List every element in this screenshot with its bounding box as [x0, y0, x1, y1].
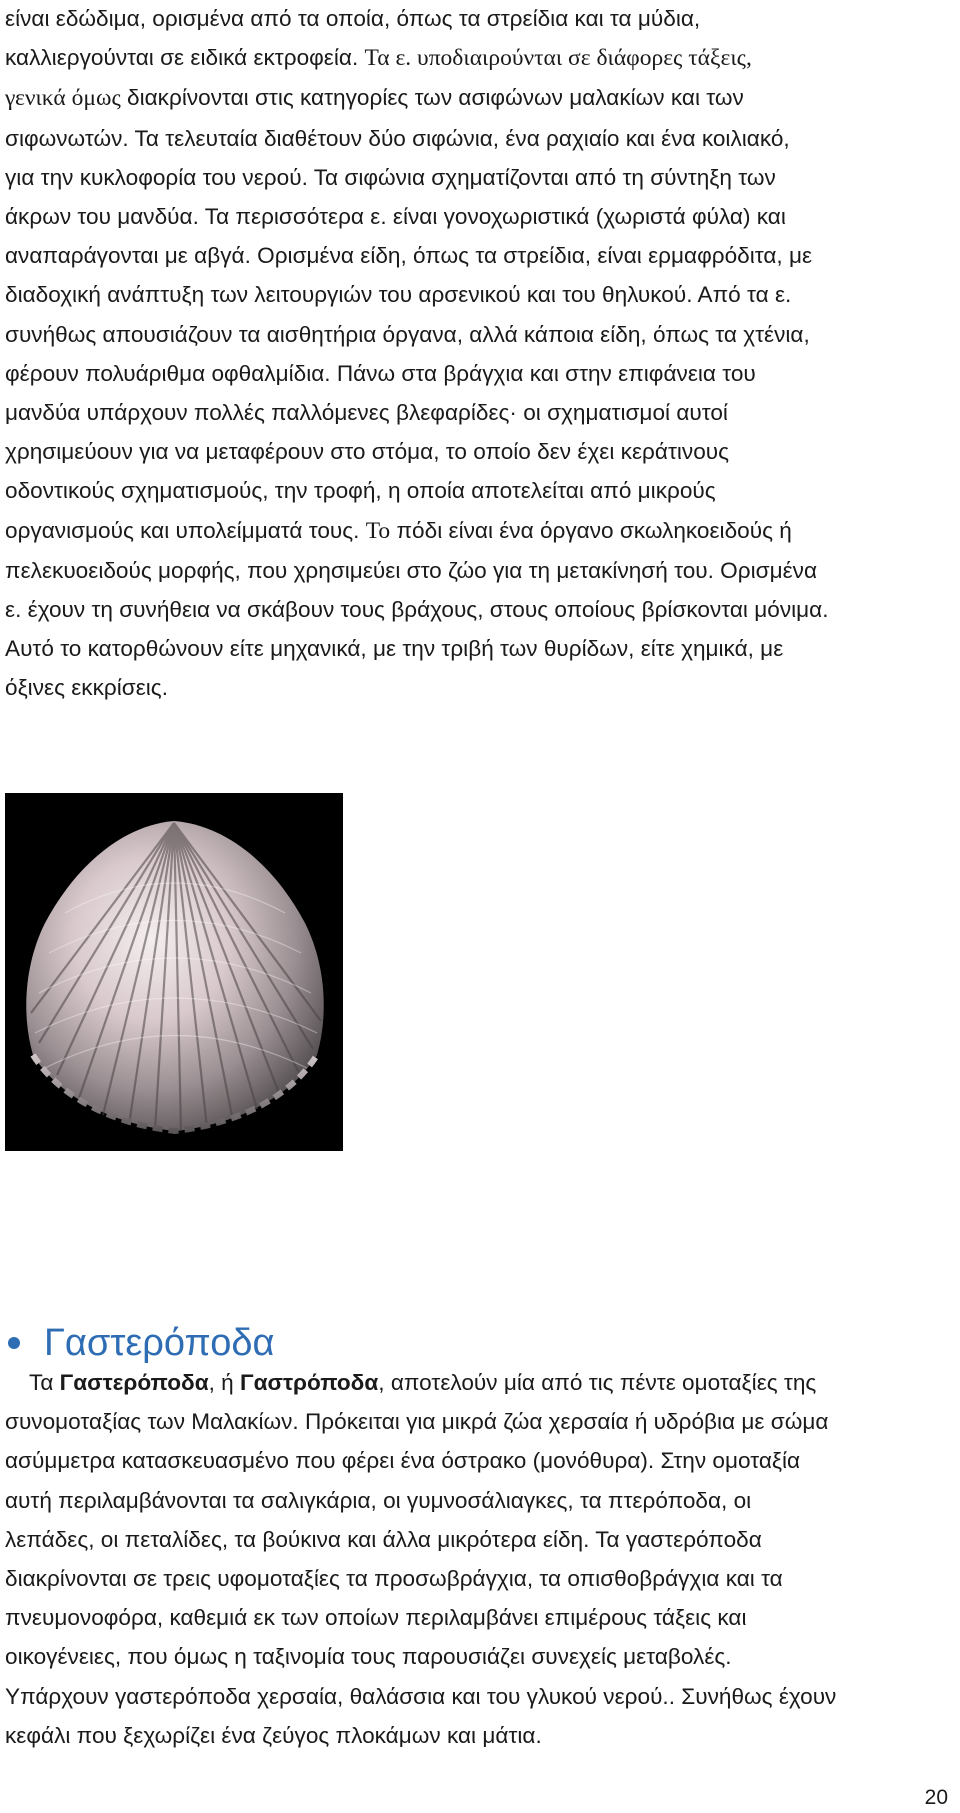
- text-line: είναι εδώδιμα, ορισμένα από τα οποία, όπως τα στρείδια και τα μύδια,: [5, 6, 701, 31]
- text-segment: οργανισμούς και υπολείμματά τους.: [5, 517, 366, 543]
- text-segment: καλλιεργούνται σε ειδικά εκτροφεία.: [5, 45, 365, 71]
- text-segment: Τα: [29, 1370, 60, 1395]
- paragraph-gastropods: [5, 1363, 940, 1755]
- page-number: 20: [924, 1786, 948, 1809]
- text-line: αναπαράγονται με αβγά. Ορισμένα είδη, όπως τα στρείδια, είναι ερμαφρόδιτα, με: [5, 243, 813, 269]
- text-line: [5, 511, 940, 551]
- text-segment: , αποτελούν μία από τις πέντε ομοταξίες της: [378, 1370, 817, 1395]
- text-segment: Τα ε. υποδιαιρούνται σε διάφορες τάξεις,: [364, 45, 752, 72]
- text-line: [5, 1363, 940, 1402]
- text-segment: Το: [365, 517, 391, 544]
- text-segment: γενικά όμως: [5, 85, 121, 112]
- text-line: [5, 78, 940, 118]
- text-line: πνευμονοφόρα, καθεμιά εκ των οποίων περιλαμβάνει επιμέρους τάξεις και: [5, 1605, 747, 1631]
- text-line: κεφάλι που ξεχωρίζει ένα ζεύγος πλοκάμων και μάτια.: [5, 1722, 542, 1748]
- text-line: Αυτό το κατορθώνουν είτε μηχανικά, με την τριβή των θυρίδων, είτε χημικά, με: [5, 636, 784, 662]
- text-line: αυτή περιλαμβάνονται τα σαλιγκάρια, οι γυμνοσάλιαγκες, τα πτερόποδα, οι: [5, 1487, 752, 1513]
- bullet-icon: [8, 1337, 20, 1349]
- text-line: ε. έχουν τη συνήθεια να σκάβουν τους βράχους, στους οποίους βρίσκονται μόνιμα.: [5, 597, 829, 623]
- text-line: ασύμμετρα κατασκευασμένο που φέρει ένα όστρακο (μονόθυρα). Στην ομοταξία: [5, 1448, 801, 1474]
- text-line: οδοντικούς σχηματισμούς, την τροφή, η οποία αποτελείται από μικρούς: [5, 478, 716, 504]
- text-line: για την κυκλοφορία του νερού. Τα σιφώνια σχηματίζονται από τη σύντηξη των: [5, 164, 776, 190]
- text-segment: , ή: [208, 1370, 241, 1395]
- text-line: μανδύα υπάρχουν πολλές παλλόμενες βλεφαρίδες· οι σχηματισμοί αυτοί: [5, 400, 728, 426]
- text-line: [5, 38, 940, 78]
- text-line: διαδοχική ανάπτυξη των λειτουργιών του αρσενικού και του θηλυκού. Από τα ε.: [5, 282, 792, 308]
- text-segment: πόδι είναι ένα όργανο σκωληκοειδούς ή: [390, 517, 792, 543]
- bold-term: Γαστρόποδα: [240, 1370, 379, 1395]
- bold-term: Γαστερόποδα: [59, 1370, 209, 1395]
- seashell-illustration: [5, 793, 343, 1151]
- text-line: συνήθως απουσιάζουν τα αισθητήρια όργανα, αλλά κάποια είδη, όπως τα χτένια,: [5, 321, 810, 347]
- text-line: οικογένειες, που όμως η ταξινομία τους παρουσιάζει συνεχείς μεταβολές.: [5, 1644, 732, 1670]
- section-heading: [8, 1318, 274, 1368]
- text-line: φέρουν πολυάριθμα οφθαλμίδια. Πάνω στα βράγχια και στην επιφάνεια του: [5, 360, 756, 386]
- section-title: Γαστερόποδα: [44, 1322, 275, 1364]
- text-line: πελεκυοειδούς μορφής, που χρησιμεύει στο ζώο για τη μετακίνησή του. Ορισμένα: [5, 557, 818, 583]
- text-line: σιφωνωτών. Τα τελευταία διαθέτουν δύο σιφώνια, ένα ραχιαίο και ένα κοιλιακό,: [5, 125, 790, 151]
- text-line: διακρίνονται σε τρεις υφομοταξίες τα προσωβράγχια, τα οπισθοβράγχια και τα: [5, 1566, 783, 1592]
- paragraph-bivalves: [5, 0, 940, 708]
- text-line: όξινες εκκρίσεις.: [5, 675, 168, 701]
- text-line: λεπάδες, οι πεταλίδες, τα βούκινα και άλλα μικρότερα είδη. Τα γαστερόποδα: [5, 1526, 762, 1552]
- text-line: Υπάρχουν γαστερόποδα χερσαία, θαλάσσια και του γλυκού νερού.. Συνήθως έχουν: [5, 1683, 837, 1709]
- text-line: χρησιμεύουν για να μεταφέρουν στο στόμα, το οποίο δεν έχει κεράτινους: [5, 439, 730, 465]
- text-line: συνομοταξίας των Μαλακίων. Πρόκειται για μικρά ζώα χερσαία ή υδρόβια με σώμα: [5, 1409, 829, 1435]
- text-segment: διακρίνονται στις κατηγορίες των ασιφώνων μαλακίων και των: [120, 85, 744, 111]
- text-line: άκρων του μανδύα. Τα περισσότερα ε. είναι γονοχωριστικά (χωριστά φύλα) και: [5, 204, 786, 230]
- seashell-image: [5, 793, 343, 1151]
